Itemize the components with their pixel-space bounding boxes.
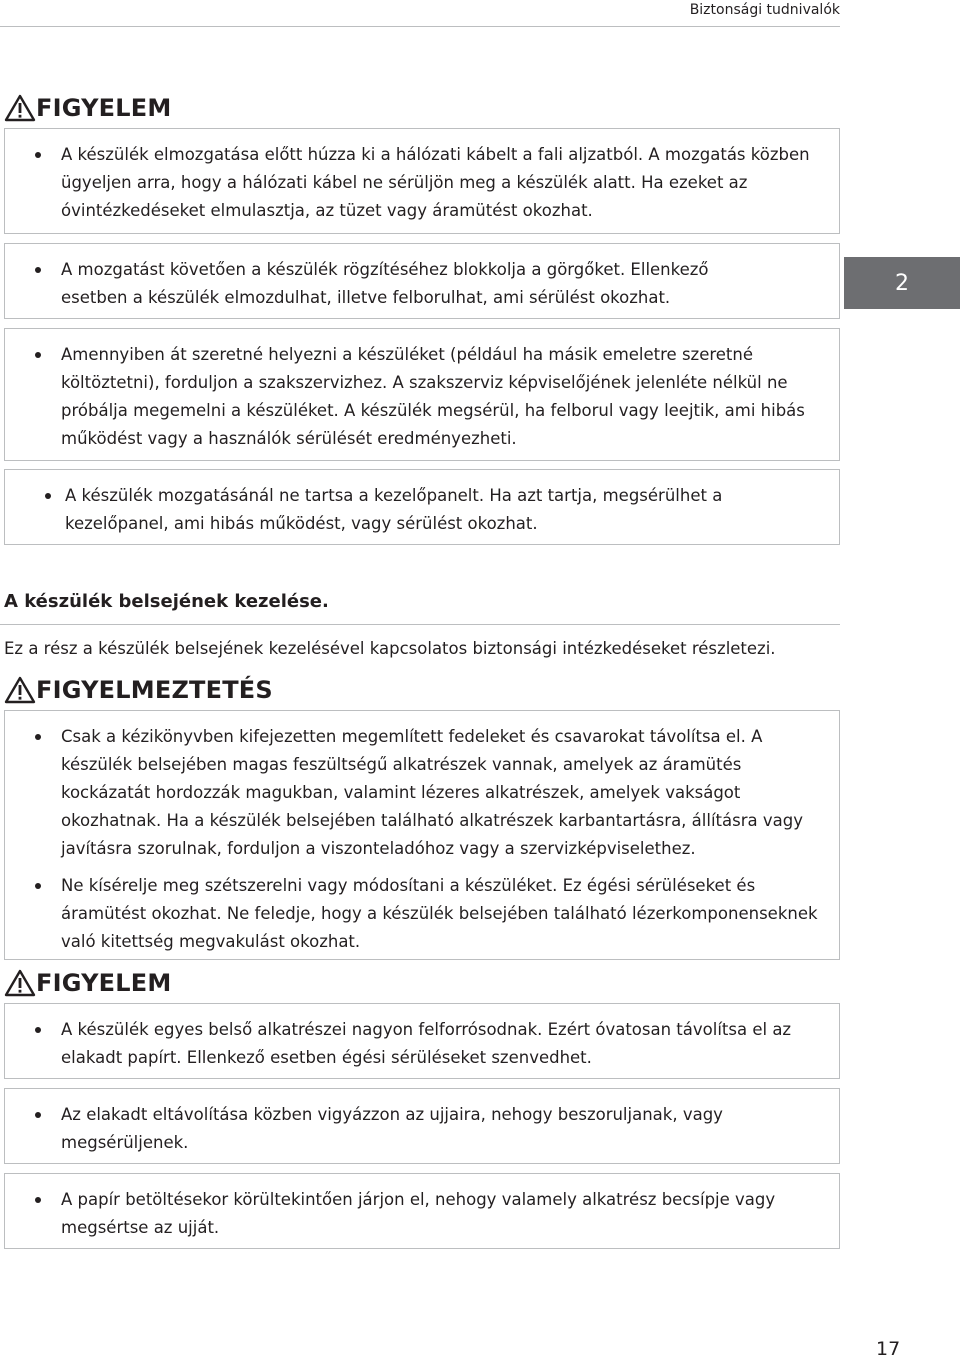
warning-heading — [4, 94, 171, 122]
warning-heading-text: FIGYELEM — [36, 94, 172, 122]
list-item — [5, 1186, 839, 1242]
chapter-tab — [844, 257, 960, 309]
list-item — [5, 341, 839, 453]
list-item-text: Ne kísérelje meg szétszerelni vagy módosítani a készüléket. Ez égési sérüléseket és áramütést okozhat. Ne feledje, hogy a készülék belsejében található lézerkomponenseknek való kitettség megvakulást okozhat. — [61, 876, 818, 951]
list-item-text: A papír betöltésekor körültekintően járjon el, nehogy valamely alkatrész becsípje vagy megsértse az ujját. — [61, 1190, 776, 1237]
warning-box — [4, 128, 840, 234]
bullet — [35, 352, 41, 358]
list-item — [5, 482, 839, 538]
warning-triangle-icon — [4, 969, 36, 997]
list-item — [5, 723, 839, 863]
warning-heading — [4, 969, 171, 997]
warning-box — [4, 1173, 840, 1249]
warning-box — [4, 1003, 840, 1079]
warning-heading — [4, 676, 273, 704]
list-item — [5, 872, 839, 956]
bullet — [35, 152, 41, 158]
list-item-text: A mozgatást követően a készülék rögzítéséhez blokkolja a görgőket. Ellenkező esetben a készülék elmozdulhat, illetve felborulhat, ami sérülést okozhat. — [61, 260, 709, 307]
list-item-text: Csak a kézikönyvben kifejezetten megemlített fedeleket és csavarokat távolítsa el. A készülék belsejében magas feszültségű alkatrészek vannak, amelyek az áramütés kockázatát hordozzák magukban, valamint lézeres alkatrészek, amelyek vakságot okozhatnak. Ha a készülék belsejében található alkatrészek karbantartásra, állításra vagy javításra szorulnak, forduljon a viszonteladóhoz vagy a szervizképviselethez. — [61, 727, 803, 858]
bullet — [35, 1027, 41, 1033]
bullet — [35, 1197, 41, 1203]
list-item-text: A készülék egyes belső alkatrészei nagyon felforrósodnak. Ezért óvatosan távolítsa el az elakadt papírt. Ellenkező esetben égési sérüléseket szenvedhet. — [61, 1020, 792, 1067]
bullet — [35, 734, 41, 740]
warning-box — [4, 1088, 840, 1164]
bullet — [35, 883, 41, 889]
list-item-text: Az elakadt eltávolítása közben vigyázzon az ujjaira, nehogy beszoruljanak, vagy megsérüljenek. — [61, 1105, 723, 1152]
bullet — [35, 1112, 41, 1118]
chapter-number: 2 — [895, 270, 909, 296]
list-item — [5, 1016, 839, 1072]
warning-box — [4, 328, 840, 461]
warning-heading-text: FIGYELMEZTETÉS — [36, 676, 273, 704]
warning-box — [4, 243, 840, 319]
warning-box — [4, 710, 840, 960]
list-item-text: A készülék elmozgatása előtt húzza ki a hálózati kábelt a fali aljzatból. A mozgatás közben ügyeljen arra, hogy a hálózati kábel ne sérüljön meg a készülék alatt. Ha ezeket az óvintézkedéseket elmulasztja, az tüzet vagy áramütést okozhat. — [61, 145, 810, 220]
list-item — [5, 1101, 839, 1157]
warning-triangle-icon — [4, 676, 36, 704]
warning-box — [4, 469, 840, 545]
list-item — [5, 256, 839, 312]
list-item-text: A készülék mozgatásánál ne tartsa a kezelőpanelt. Ha azt tartja, megsérülhet a kezelőpanel, ami hibás működést, vagy sérülést okozhat. — [65, 486, 723, 533]
bullet — [35, 267, 41, 273]
section-intro: Ez a rész a készülék belsejének kezelésével kapcsolatos biztonsági intézkedéseket részletezi. — [4, 639, 776, 658]
warning-heading-text: FIGYELEM — [36, 969, 172, 997]
section-title: A készülék belsejének kezelése. — [4, 591, 329, 612]
list-item — [5, 141, 839, 225]
header-rule — [0, 26, 840, 27]
warning-triangle-icon — [4, 94, 36, 122]
bullet — [45, 493, 51, 499]
page-number: 17 — [876, 1338, 901, 1360]
section-rule — [0, 624, 840, 625]
running-header: Biztonsági tudnivalók — [689, 2, 840, 18]
list-item-text: Amennyiben át szeretné helyezni a készüléket (például ha másik emeletre szeretné költöztetni), forduljon a szakszervizhez. A szakszerviz képviselőjének jelenléte nélkül ne próbálja megemelni a készüléket. A készülék megsérül, ha felborul vagy leejtik, ami hibás működést vagy a használók sérülését eredményezheti. — [61, 345, 805, 448]
